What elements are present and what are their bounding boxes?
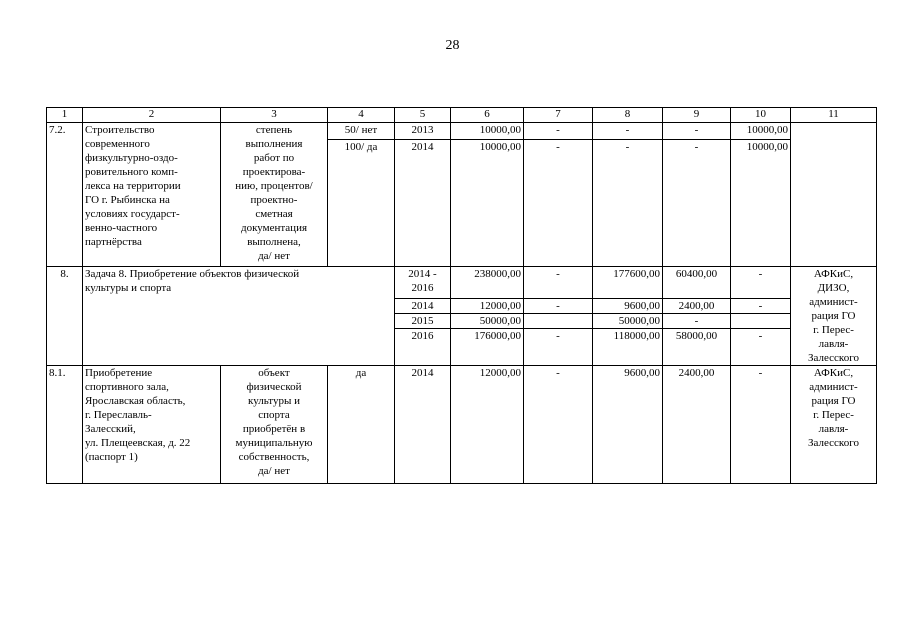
col7-value: -	[524, 123, 593, 140]
year	[395, 314, 451, 329]
col8-value: 118000,00	[593, 329, 663, 366]
col10-value: -	[731, 329, 791, 366]
col9-value: -	[663, 140, 731, 267]
text-line: сметная	[255, 208, 293, 220]
text-line: ровительного комп-	[85, 166, 178, 178]
text-line: ДИЗО,	[817, 282, 850, 294]
col8-value: 9600,00	[593, 299, 663, 314]
task-name	[83, 267, 395, 366]
text-line: г. Переславль-	[85, 409, 152, 421]
indicator	[221, 123, 328, 267]
text-line: г. Перес-	[813, 409, 854, 421]
text-line: ул. Плещеевская, д. 22	[85, 437, 191, 449]
col7-value: -	[524, 267, 593, 299]
text-line: спорта	[258, 409, 290, 421]
col8-value: 9600,00	[593, 366, 663, 484]
text-line: лавля-	[818, 338, 849, 350]
col10-value: 10000,00	[731, 123, 791, 140]
year	[395, 267, 451, 299]
total-amount: 50000,00	[451, 314, 524, 329]
text-line: собственность,	[238, 451, 310, 463]
target-value: 50/ нет	[328, 123, 395, 140]
text-line: рация ГО	[811, 310, 856, 322]
header-cell: 11	[791, 108, 877, 123]
page-number: 28	[445, 38, 460, 53]
text-line: рация ГО	[811, 395, 856, 407]
text-line: степень	[255, 124, 293, 136]
text-line: Залесский,	[85, 423, 136, 435]
text-line: Строительство	[85, 124, 155, 136]
text-line: выполнения	[245, 138, 303, 150]
event-name	[83, 123, 221, 267]
text-line: 2014	[411, 300, 434, 312]
table-row	[47, 267, 877, 299]
total-amount: 10000,00	[451, 123, 524, 140]
text-line: Залесского	[808, 437, 859, 449]
total-amount: 12000,00	[451, 366, 524, 484]
text-line: условиях государст-	[85, 208, 180, 220]
col10-value: -	[731, 366, 791, 484]
text-line: да/ нет	[258, 250, 290, 262]
total-amount: 12000,00	[451, 299, 524, 314]
program-table	[46, 107, 877, 484]
table-row	[47, 366, 877, 484]
col8-value: -	[593, 123, 663, 140]
text-line: Приобретение	[85, 367, 153, 379]
col9-value: -	[663, 123, 731, 140]
text-line: проектно-	[250, 194, 298, 206]
text-line: да/ нет	[258, 465, 290, 477]
total-amount: 238000,00	[451, 267, 524, 299]
text-line: 2015	[411, 315, 434, 327]
text-line: 2016	[411, 330, 434, 342]
executor	[791, 267, 877, 366]
header-cell: 6	[451, 108, 524, 123]
text-line: АФКиС,	[813, 268, 854, 280]
executor	[791, 123, 877, 267]
text-line: работ по	[253, 152, 295, 164]
col8-value: -	[593, 140, 663, 267]
event-name	[83, 366, 221, 484]
header-cell: 4	[328, 108, 395, 123]
header-cell: 10	[731, 108, 791, 123]
text-line: Ярославская область,	[85, 395, 186, 407]
indicator	[221, 366, 328, 484]
text-line: приобретён в	[242, 423, 306, 435]
text-line: спортивного зала,	[85, 381, 169, 393]
year: 2014	[395, 366, 451, 484]
col10-value: -	[731, 267, 791, 299]
col9-value: -	[663, 314, 731, 329]
year: 2014	[395, 140, 451, 267]
col10-value: 10000,00	[731, 140, 791, 267]
text-line: культуры и спорта	[85, 282, 172, 294]
text-line: админист-	[809, 296, 858, 308]
col7-value: -	[524, 366, 593, 484]
text-line: Залесского	[808, 352, 859, 364]
row-number: 8.1.	[47, 366, 83, 484]
total-amount: 10000,00	[451, 140, 524, 267]
text-line: муниципальную	[235, 437, 313, 449]
text-line: культуры и	[248, 395, 300, 407]
executor	[791, 366, 877, 484]
text-line: выполнена,	[247, 236, 301, 248]
header-cell: 5	[395, 108, 451, 123]
text-line: Задача 8. Приобретение объектов физической	[85, 268, 300, 280]
header-row	[47, 108, 877, 123]
year	[395, 329, 451, 366]
row-number: 7.2.	[47, 123, 83, 267]
col8-value: 50000,00	[593, 314, 663, 329]
text-line: 2014 -	[408, 268, 437, 280]
text-line: лекса на территории	[85, 180, 181, 192]
col9-value: 60400,00	[663, 267, 731, 299]
col7-value: -	[524, 299, 593, 314]
col8-value: 177600,00	[593, 267, 663, 299]
header-cell: 7	[524, 108, 593, 123]
col7-value: -	[524, 140, 593, 267]
col9-value: 2400,00	[663, 366, 731, 484]
text-line: современного	[85, 138, 150, 150]
row-number: 8.	[47, 267, 83, 366]
col9-value: 58000,00	[663, 329, 731, 366]
text-line: физической	[246, 381, 302, 393]
text-line: венно-частного	[85, 222, 158, 234]
header-cell: 2	[83, 108, 221, 123]
header-cell: 8	[593, 108, 663, 123]
target-value: да	[328, 366, 395, 484]
text-line: АФКиС,	[813, 367, 854, 379]
text-line: лавля-	[818, 423, 849, 435]
text-line: (паспорт 1)	[85, 451, 138, 463]
target-value: 100/ да	[328, 140, 395, 267]
text-line: проектирова-	[242, 166, 306, 178]
year: 2013	[395, 123, 451, 140]
text-line: ГО г. Рыбинска на	[85, 194, 170, 206]
table-row	[47, 123, 877, 140]
text-line: админист-	[809, 381, 858, 393]
text-line: г. Перес-	[813, 324, 854, 336]
header-cell: 3	[221, 108, 328, 123]
col7-value: -	[524, 329, 593, 366]
text-line: 2016	[411, 282, 434, 294]
col10-value	[731, 314, 791, 329]
total-amount: 176000,00	[451, 329, 524, 366]
text-line: физкультурно-оздо-	[85, 152, 178, 164]
col7-value	[524, 314, 593, 329]
text-line: нию, процентов/	[235, 180, 313, 192]
text-line: документация	[240, 222, 308, 234]
col9-value: 2400,00	[663, 299, 731, 314]
year	[395, 299, 451, 314]
col10-value: -	[731, 299, 791, 314]
text-line: партнёрства	[85, 236, 142, 248]
text-line: объект	[258, 367, 290, 379]
header-cell: 9	[663, 108, 731, 123]
header-cell: 1	[47, 108, 83, 123]
